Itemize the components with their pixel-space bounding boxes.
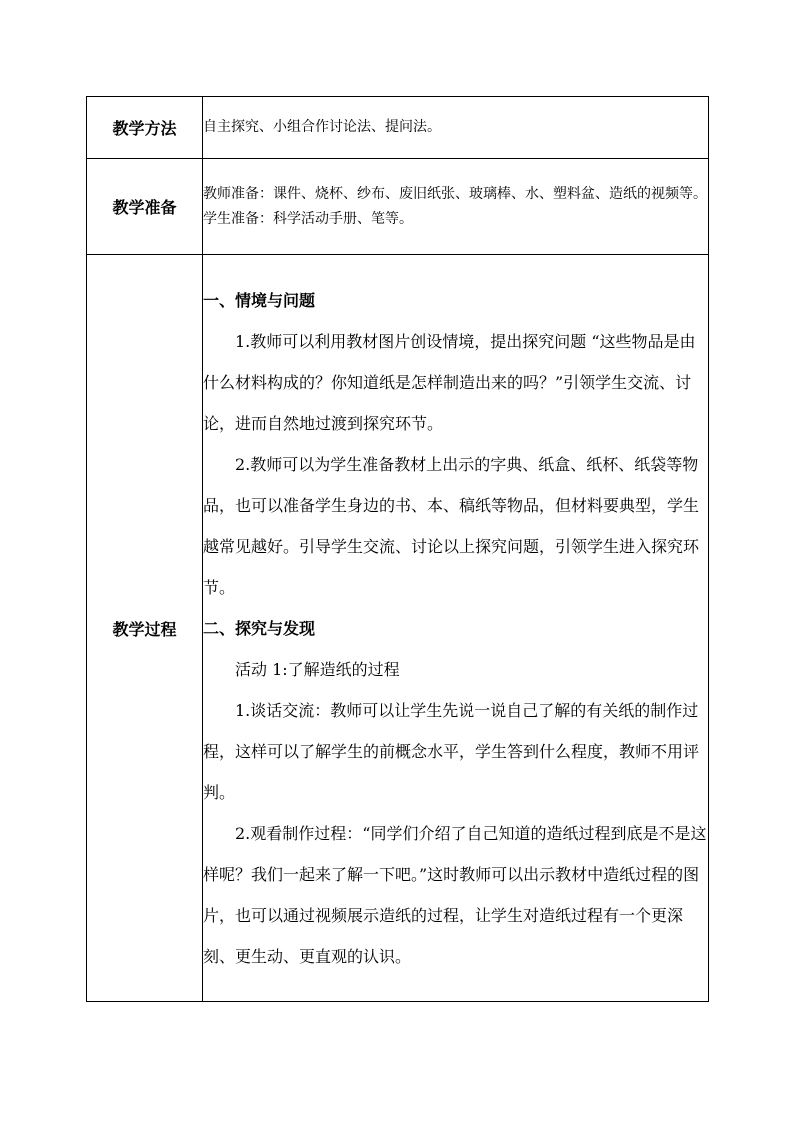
teaching-process-content: [203, 255, 709, 1002]
teaching-preparation-content: [203, 159, 709, 255]
activity-1-paragraph-1: 1.谈话交流：教师可以让学生先说一说自己了解的有关纸的制作过程，这样可以了解学生的前概念水平，学生答到什么程度，教师不用评判。: [203, 700, 700, 802]
situation-paragraph-1: 1.教师可以利用教材图片创设情境，提出探究问题 “这些物品是由什么材料构成的？你知道纸是怎样制造出来的吗？”引领学生交流、讨论，进而自然地过渡到探究环节。: [203, 331, 696, 433]
row-teaching-process: [87, 255, 709, 1002]
situation-paragraph-2: 2.教师可以为学生准备教材上出示的字典、纸盒、纸杯、纸袋等物品，也可以准备学生身边的书、本、稿纸等物品，但材料要典型，学生越常见越好。引导学生交流、讨论以上探究问题，引领学生进入探究环节。: [203, 454, 700, 597]
row-teaching-method: [87, 97, 709, 159]
teaching-method-content: [203, 97, 709, 159]
teaching-process-label: 教学过程: [87, 255, 203, 1002]
teaching-method-label: 教学方法: [87, 97, 203, 159]
activity-1-paragraph-2: 2.观看制作过程：“同学们介绍了自己知道的造纸过程到底是不是这样呢？我们一起来了解一下吧。”这时教师可以出示教材中造纸过程的图片，也可以通过视频展示造纸的过程，让学生对造纸过程有一个更深刻、更生动、更直观的认识。: [203, 823, 707, 966]
section-heading-explore: 二、探究与发现: [203, 618, 316, 638]
section-heading-situation: 一、情境与问题: [203, 290, 316, 310]
teacher-preparation-text: 教师准备：课件、烧杯、纱布、废旧纸张、玻璃棒、水、塑料盆、造纸的视频等。: [203, 185, 707, 202]
teaching-preparation-label: 教学准备: [87, 159, 203, 255]
teaching-method-text: 自主探究、小组合作讨论法、提问法。: [203, 119, 441, 135]
activity-1-title: 活动 1:了解造纸的过程: [235, 659, 400, 679]
student-preparation-text: 学生准备：科学活动手册、笔等。: [203, 210, 413, 227]
lesson-plan-table: [86, 96, 709, 1002]
row-teaching-preparation: [87, 159, 709, 255]
